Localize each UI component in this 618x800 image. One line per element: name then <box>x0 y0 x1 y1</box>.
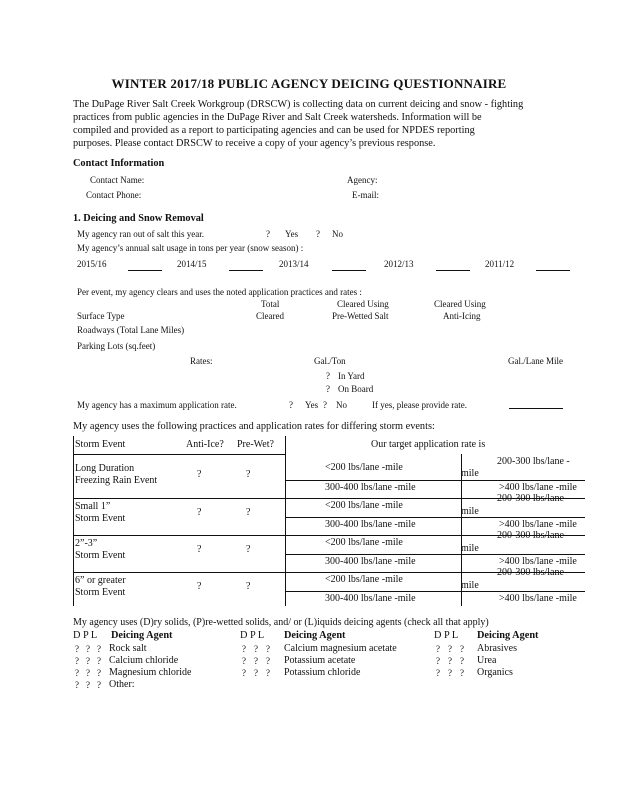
season-label: 2011/12 <box>485 259 515 269</box>
agent-checkbox[interactable]: ? <box>266 668 270 678</box>
deicing-agent-header: Deicing Agent <box>284 630 346 641</box>
table-border <box>285 554 585 555</box>
agent-checkbox[interactable]: ? <box>86 656 90 666</box>
rate-option[interactable]: 300-400 lbs/lane -mile <box>325 519 416 530</box>
deicing-agent-header: Deicing Agent <box>111 630 173 641</box>
email-label: E-mail: <box>352 190 379 200</box>
intro-paragraph <box>73 98 543 150</box>
yes-label: Yes <box>305 400 319 410</box>
storm-event-label: Freezing Rain Event <box>75 475 158 486</box>
agent-checkbox[interactable]: ? <box>86 644 90 654</box>
rate-option[interactable]: 200-300 lbs/lane - <box>497 530 570 541</box>
storm-event-label: 6” or greater <box>75 575 126 586</box>
agent-checkbox[interactable]: ? <box>448 644 452 654</box>
salt-usage-field[interactable] <box>229 261 263 271</box>
agents-intro: My agency uses (D)ry solids, (P)re-wetted solids, and/ or (L)iquids deicing agents (check all that apply) <box>73 617 489 628</box>
agent-checkbox[interactable]: ? <box>75 668 79 678</box>
agent-label: Other: <box>109 679 135 690</box>
surface-type-label: Surface Type <box>77 311 125 321</box>
agent-checkbox[interactable]: ? <box>75 644 79 654</box>
agent-checkbox[interactable]: ? <box>97 656 101 666</box>
agent-checkbox[interactable]: ? <box>460 644 464 654</box>
anti-ice-checkbox[interactable]: ? <box>197 507 202 518</box>
contact-phone-label: Contact Phone: <box>86 190 142 200</box>
rate-option[interactable]: 200-300 lbs/lane - <box>497 493 570 504</box>
dpl-header: D P L <box>73 630 98 641</box>
rate-option-mile: mile <box>461 468 479 479</box>
col-header: Pre-Wetted Salt <box>332 311 389 321</box>
rate-option[interactable]: <200 lbs/lane -mile <box>325 500 403 511</box>
checkbox[interactable]: ? <box>316 229 320 239</box>
yes-label: Yes <box>285 229 299 239</box>
practices-intro: Per event, my agency clears and uses the noted application practices and rates : <box>77 287 362 297</box>
in-yard-label: In Yard <box>338 371 365 381</box>
storm-event-label: Storm Event <box>75 513 126 524</box>
checkbox[interactable]: ? <box>326 384 330 394</box>
agent-checkbox[interactable]: ? <box>436 668 440 678</box>
agent-checkbox[interactable]: ? <box>242 656 246 666</box>
salt-usage-field[interactable] <box>332 261 366 271</box>
gal-lane-mile-label: Gal./Lane Mile <box>508 356 563 366</box>
agent-label: Calcium chloride <box>109 655 179 666</box>
agent-checkbox[interactable]: ? <box>242 644 246 654</box>
pre-wet-checkbox[interactable]: ? <box>246 507 251 518</box>
table-border <box>285 480 585 481</box>
col-header-storm-event: Storm Event <box>75 439 126 450</box>
no-label: No <box>332 229 343 239</box>
table-border <box>285 517 585 518</box>
agency-label: Agency: <box>347 175 378 185</box>
agent-checkbox[interactable]: ? <box>436 656 440 666</box>
rate-option-mile: mile <box>461 543 479 554</box>
storm-event-label: Storm Event <box>75 550 126 561</box>
max-rate-question: My agency has a maximum application rate. <box>77 400 237 410</box>
col-header: Total <box>261 299 280 309</box>
storm-event-label: Small 1” <box>75 501 111 512</box>
agent-checkbox[interactable]: ? <box>97 668 101 678</box>
dpl-header: D P L <box>434 630 459 641</box>
contact-heading: Contact Information <box>73 158 165 169</box>
agent-checkbox[interactable]: ? <box>460 656 464 666</box>
col-header: Cleared <box>256 311 284 321</box>
pre-wet-checkbox[interactable]: ? <box>246 469 251 480</box>
section-heading: 1. Deicing and Snow Removal <box>73 213 204 224</box>
parking-label: Parking Lots (sq.feet) <box>77 341 156 351</box>
if-yes-label: If yes, please provide rate. <box>372 400 467 410</box>
dpl-header: D P L <box>240 630 265 641</box>
col-header-target-rate: Our target application rate is <box>371 439 486 450</box>
agent-checkbox[interactable]: ? <box>448 656 452 666</box>
intro-line: The DuPage River Salt Creek Workgroup (DRSCW) is collecting data on current deicing and snow - fighting <box>73 99 524 110</box>
col-header: Cleared Using <box>337 299 389 309</box>
agent-label: Urea <box>477 655 497 666</box>
agent-checkbox[interactable]: ? <box>75 656 79 666</box>
anti-ice-checkbox[interactable]: ? <box>197 544 202 555</box>
checkbox[interactable]: ? <box>326 371 330 381</box>
col-header: Cleared Using <box>434 299 486 309</box>
agent-checkbox[interactable]: ? <box>86 668 90 678</box>
agent-checkbox[interactable]: ? <box>460 668 464 678</box>
salt-usage-field[interactable] <box>436 261 470 271</box>
agent-label: Potassium acetate <box>284 655 356 666</box>
checkbox[interactable]: ? <box>323 400 327 410</box>
contact-name-label: Contact Name: <box>90 175 145 185</box>
agent-label: Rock salt <box>109 643 147 654</box>
pre-wet-checkbox[interactable]: ? <box>246 581 251 592</box>
storm-event-table <box>73 436 585 606</box>
season-label: 2015/16 <box>77 259 107 269</box>
salt-usage-question: My agency’s annual salt usage in tons per year (snow season) : <box>77 243 304 253</box>
intro-line: compiled and provided as a report to participating agencies and can be used for NPDES reporting <box>73 125 475 136</box>
pre-wet-checkbox[interactable]: ? <box>246 544 251 555</box>
rate-option[interactable]: <200 lbs/lane -mile <box>325 462 403 473</box>
checkbox[interactable]: ? <box>266 229 270 239</box>
agent-checkbox[interactable]: ? <box>266 644 270 654</box>
rate-option-mile: mile <box>461 580 479 591</box>
rate-option[interactable]: >400 lbs/lane -mile <box>499 519 577 530</box>
agent-checkbox[interactable]: ? <box>448 668 452 678</box>
rate-option[interactable]: <200 lbs/lane -mile <box>325 574 403 585</box>
page-title: WINTER 2017/18 PUBLIC AGENCY DEICING QUESTIONNAIRE <box>111 76 507 91</box>
rate-option[interactable]: 300-400 lbs/lane -mile <box>325 482 416 493</box>
agent-checkbox[interactable]: ? <box>266 656 270 666</box>
agent-label: Magnesium chloride <box>109 667 192 678</box>
max-rate-field[interactable] <box>509 408 563 409</box>
season-label: 2013/14 <box>279 259 309 269</box>
storm-event-label: 2”-3” <box>75 538 98 549</box>
rate-option-mile: mile <box>461 506 479 517</box>
agent-checkbox[interactable]: ? <box>97 644 101 654</box>
rates-label: Rates: <box>190 356 213 366</box>
table-border <box>73 454 285 455</box>
agent-checkbox[interactable]: ? <box>254 656 258 666</box>
agent-checkbox[interactable]: ? <box>242 668 246 678</box>
col-header-anti-ice: Anti-Ice? <box>186 439 224 450</box>
rate-option[interactable]: 300-400 lbs/lane -mile <box>325 593 416 604</box>
gal-ton-label: Gal./Ton <box>314 356 346 366</box>
agent-checkbox[interactable]: ? <box>436 644 440 654</box>
agent-checkbox[interactable]: ? <box>254 644 258 654</box>
checkbox[interactable]: ? <box>289 400 293 410</box>
table-border <box>73 436 74 606</box>
col-header-pre-wet: Pre-Wet? <box>237 439 274 450</box>
agent-checkbox[interactable]: ? <box>75 680 79 690</box>
storm-intro: My agency uses the following practices and application rates for differing storm events: <box>73 421 435 432</box>
rate-option[interactable]: 200-300 lbs/lane - <box>497 456 570 467</box>
deicing-agent-header: Deicing Agent <box>477 630 539 641</box>
on-board-label: On Board <box>338 384 374 394</box>
rate-option[interactable]: >400 lbs/lane -mile <box>499 593 577 604</box>
rate-option[interactable]: <200 lbs/lane -mile <box>325 537 403 548</box>
agent-label: Abrasives <box>477 643 517 654</box>
intro-line: purposes. Please contact DRSCW to receive a copy of your agency’s previous response. <box>73 138 436 149</box>
salt-usage-field[interactable] <box>536 261 570 271</box>
season-label: 2014/15 <box>177 259 207 269</box>
anti-ice-checkbox[interactable]: ? <box>197 581 202 592</box>
agent-label: Potassium chloride <box>284 667 361 678</box>
agent-checkbox[interactable]: ? <box>254 668 258 678</box>
rate-option[interactable]: >400 lbs/lane -mile <box>499 556 577 567</box>
table-border <box>285 591 585 592</box>
roadways-label: Roadways (Total Lane Miles) <box>77 325 185 335</box>
agent-checkbox[interactable]: ? <box>86 680 90 690</box>
storm-event-label: Long Duration <box>75 463 135 474</box>
season-label: 2012/13 <box>384 259 414 269</box>
rate-option[interactable]: 300-400 lbs/lane -mile <box>325 556 416 567</box>
col-header: Anti-Icing <box>443 311 481 321</box>
ran-out-question: My agency ran out of salt this year. <box>77 229 204 239</box>
agent-label: Organics <box>477 667 513 678</box>
table-border <box>285 436 286 606</box>
agent-label: Calcium magnesium acetate <box>284 643 397 654</box>
rate-option[interactable]: >400 lbs/lane -mile <box>499 482 577 493</box>
storm-event-label: Storm Event <box>75 587 126 598</box>
salt-usage-field[interactable] <box>128 261 162 271</box>
intro-line: practices from public agencies in the DuPage River and Salt Creek watersheds. Information will be <box>73 112 482 123</box>
rate-option[interactable]: 200-300 lbs/lane - <box>497 567 570 578</box>
no-label: No <box>336 400 347 410</box>
agent-checkbox[interactable]: ? <box>97 680 101 690</box>
anti-ice-checkbox[interactable]: ? <box>197 469 202 480</box>
